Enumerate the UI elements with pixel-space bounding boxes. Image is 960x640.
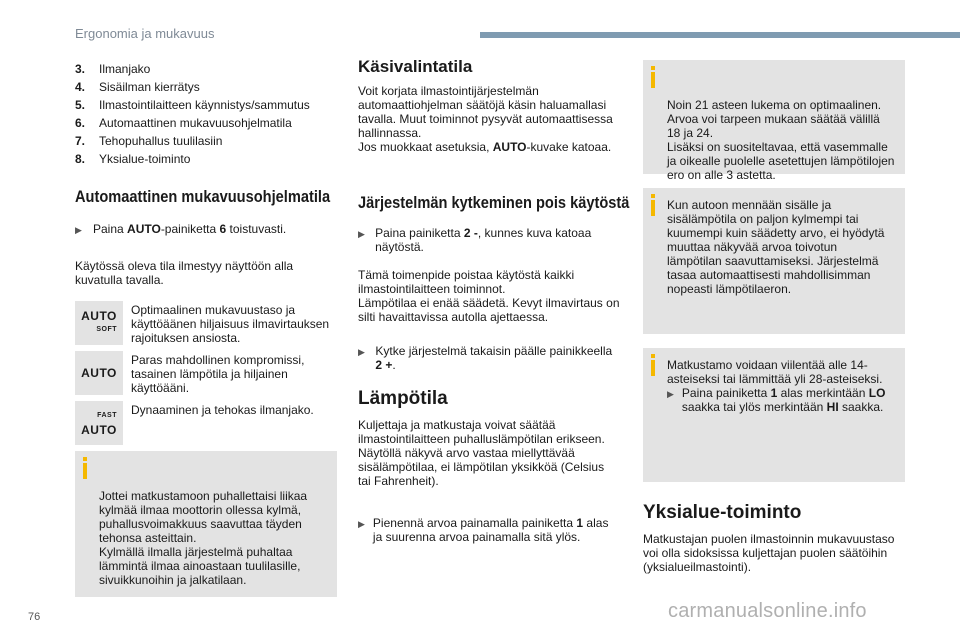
info-icon bbox=[83, 463, 87, 479]
section-title: Ergonomia ja mukavuus bbox=[75, 26, 215, 41]
mode-fast: FAST AUTO Dynaaminen ja tehokas ilmanjako. bbox=[75, 401, 337, 445]
mode-soft: AUTO SOFT Optimaalinen mukavuustaso ja käyttöäänen hiljaisuus ilmavirtauksen rajoituksen ansiosta. bbox=[75, 301, 337, 345]
list-item: 5. Ilmastointilaitteen käynnistys/sammutus bbox=[75, 98, 310, 112]
mode-list bbox=[75, 301, 337, 445]
auto-icon: AUTO bbox=[75, 351, 123, 395]
column-3 bbox=[643, 60, 905, 574]
info-icon bbox=[651, 200, 655, 216]
list-item: 4. Sisäilman kierrätys bbox=[75, 80, 200, 94]
bullet-icon: ▶ bbox=[358, 229, 365, 239]
dual-zone-text: Matkustajan puolen ilmastoinnin mukavuustaso voi olla sidoksissa kuljettajan puolen säätöihin (yksialueilmastointi). bbox=[643, 532, 895, 574]
list-item: 6. Automaattinen mukavuusohjelmatila bbox=[75, 116, 292, 130]
info-box-entering: Kun autoon mennään sisälle ja sisälämpötila on paljon kylmempi tai kuumempi kuin säädetty arvo, ei hyödytä muuttaa näkyvää arvoa toivotun lämpötilan saavuttamiseksi. Järjestelmä tasaa automaattisesti mahdollisimman nopeasti lämpötilaeron. bbox=[643, 188, 905, 334]
off-instruction: ▶ Paina painiketta 2 -, kunnes kuva katoaa näytöstä. bbox=[358, 226, 592, 254]
bullet-icon: ▶ bbox=[358, 519, 365, 529]
on-instruction: ▶ Kytke järjestelmä takaisin päälle painikkeella 2 +. bbox=[358, 344, 613, 372]
list-item: 8. Yksialue-toiminto bbox=[75, 152, 191, 166]
page-number: 76 bbox=[28, 611, 41, 623]
auto-intro: Käytössä oleva tila ilmestyy näyttöön alla kuvatulla tavalla. bbox=[75, 259, 294, 287]
list-item: 7. Tehopuhallus tuulilasiin bbox=[75, 134, 223, 148]
info-box-cold-engine: Jottei matkustamoon puhallettaisi liikaa kylmää ilmaa moottorin ollessa kylmä, puhallusvoimakkuus saavuttaa täyden tehonsa asteittain. Kylmällä ilmalla järjestelmä puhaltaa lämmintä ilmaa ainoastaan tuulilasille, sivuikkunoihin ja jalkatilaan. bbox=[75, 451, 337, 597]
manual-text: Voit korjata ilmastointijärjestelmän automaattiohjelman säätöjä käsin haluamallasi tavalla. Muut toiminnot pysyvät automaattisessa hallinnassa. bbox=[358, 84, 613, 140]
info-icon bbox=[651, 72, 655, 88]
system-off-heading: Järjestelmän kytkeminen pois käytöstä bbox=[358, 193, 630, 212]
watermark: carmanualsonline.info bbox=[668, 600, 867, 622]
column-1 bbox=[75, 60, 337, 597]
auto-fast-icon: FAST AUTO bbox=[75, 401, 123, 445]
temperature-instruction: ▶ Pienennä arvoa painamalla painiketta 1 alas ja suurenna arvoa painamalla sitä ylös. bbox=[358, 516, 609, 544]
dual-zone-heading: Yksialue-toiminto bbox=[643, 502, 802, 523]
column-2 bbox=[358, 57, 630, 544]
auto-soft-icon: AUTO SOFT bbox=[75, 301, 123, 345]
control-list bbox=[75, 60, 337, 168]
auto-mode-heading: Automaattinen mukavuusohjelmatila bbox=[75, 187, 331, 206]
auto-instruction: ▶ Paina AUTO-painiketta 6 toistuvasti. bbox=[75, 222, 287, 236]
info-icon bbox=[651, 360, 655, 376]
bullet-icon: ▶ bbox=[667, 389, 674, 399]
bullet-icon: ▶ bbox=[358, 347, 365, 357]
mode-normal: AUTO Paras mahdollinen kompromissi, tasainen lämpötila ja hiljainen käyttöääni. bbox=[75, 351, 337, 395]
manual-text-2: Jos muokkaat asetuksia, AUTO-kuvake katoaa. bbox=[358, 140, 612, 154]
bullet-icon: ▶ bbox=[75, 225, 82, 235]
range-instruction: ▶ Paina painiketta 1 alas merkintään LO saakka tai ylös merkintään HI saakka. bbox=[667, 386, 886, 414]
info-box-optimal: Noin 21 asteen lukema on optimaalinen. Arvoa voi tarpeen mukaan säätää välillä 18 ja 24. Lisäksi on suositeltavaa, että vasemmalle ja oikealle puolelle asetettujen lämpötilojen ero on alle 3 astetta. bbox=[643, 60, 905, 174]
temperature-text: Kuljettaja ja matkustaja voivat säätää ilmastointilaitteen puhalluslämpötilan erikseen. Näytöllä näkyvä arvo vastaa miellyttävää sisälämpötilaa, ei lämpötilan yksikköä (Celsius tai Fahrenheit). bbox=[358, 418, 605, 488]
manual-mode-heading: Käsivalintatila bbox=[358, 57, 473, 76]
list-item: 3. Ilmanjako bbox=[75, 62, 151, 76]
temperature-heading: Lämpötila bbox=[358, 388, 448, 409]
off-text: Tämä toimenpide poistaa käytöstä kaikki ilmastointilaitteen toiminnot. Lämpötilaa ei enää säädetä. Kevyt ilmavirtaus on silti havaittavissa autolla ajettaessa. bbox=[358, 268, 620, 324]
header-bar bbox=[480, 32, 960, 38]
info-box-range: Matkustamo voidaan viilentää alle 14-asteiseksi tai lämmittää yli 28-asteiseksi. ▶ Paina painiketta 1 alas merkintään LO saakka tai ylös merkintään HI saakka. bbox=[643, 348, 905, 482]
